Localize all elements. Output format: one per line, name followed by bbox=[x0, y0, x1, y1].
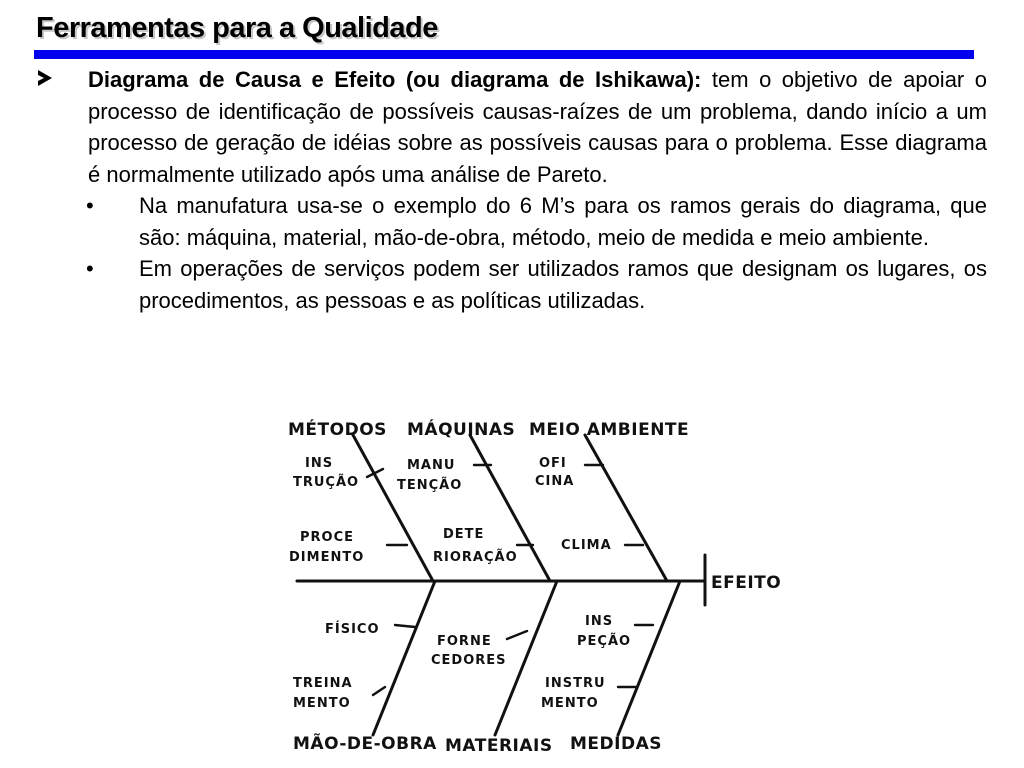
category-metodos: MÉTODOS bbox=[288, 420, 387, 440]
cause-manutencao-line1: MANU bbox=[407, 458, 456, 473]
cause-procedimento-line2: DIMENTO bbox=[289, 550, 365, 565]
branch-medidas bbox=[618, 581, 680, 735]
main-paragraph bbox=[88, 64, 987, 190]
main-heading: Diagrama de Causa e Efeito (ou diagrama de Ishikawa): bbox=[88, 67, 702, 92]
cause-manutencao-line2: TENÇÃO bbox=[397, 478, 463, 493]
sub-bullet-item bbox=[0, 253, 1024, 316]
title-underline bbox=[34, 50, 974, 59]
cause-fornecedores-line1: FORNE bbox=[437, 634, 492, 649]
branch-mao-de-obra bbox=[373, 581, 435, 735]
category-maquinas: MÁQUINAS bbox=[407, 420, 516, 440]
sub-branch-treinamento bbox=[373, 687, 385, 695]
sub-branch-fornecedores bbox=[507, 631, 527, 639]
sub-bullet-text: Em operações de serviços podem ser utilizados ramos que designam os lugares, os procedimentos, as pessoas e as políticas utilizadas. bbox=[139, 256, 987, 313]
branch-meio-ambiente bbox=[585, 435, 667, 581]
cause-inspecao-line2: PEÇÃO bbox=[577, 634, 632, 649]
cause-procedimento-line1: PROCE bbox=[300, 530, 355, 545]
cause-fisico: FÍSICO bbox=[325, 622, 380, 637]
cause-clima: CLIMA bbox=[561, 538, 612, 553]
cause-instrucao-line1: INS bbox=[305, 456, 334, 471]
category-meio-ambiente: MEIO AMBIENTE bbox=[529, 420, 690, 440]
effect-label: EFEITO bbox=[711, 573, 782, 593]
cause-instrucao-line2: TRUÇÃO bbox=[293, 475, 360, 490]
arrow-bullet-icon bbox=[38, 70, 52, 86]
cause-instrumento-line2: MENTO bbox=[541, 696, 599, 711]
ishikawa-diagram bbox=[285, 405, 785, 765]
main-bullet-item bbox=[0, 64, 1024, 190]
cause-deterioracao-line1: DETE bbox=[443, 527, 485, 542]
cause-inspecao-line1: INS bbox=[585, 614, 614, 629]
cause-treinamento-line2: MENTO bbox=[293, 696, 351, 711]
category-medidas: MEDIDAS bbox=[570, 734, 662, 754]
dot-bullet-icon: • bbox=[86, 256, 94, 281]
sub-bullet-text: Na manufatura usa-se o exemplo do 6 M’s para os ramos gerais do diagrama, que são: máquina, material, mão-de-obra, método, meio de medida e meio ambiente. bbox=[139, 193, 987, 250]
cause-oficina-line2: CINA bbox=[535, 474, 575, 489]
cause-instrumento-line1: INSTRU bbox=[545, 676, 606, 691]
category-materiais: MATERIAIS bbox=[445, 736, 553, 756]
slide-content bbox=[0, 64, 1024, 316]
cause-treinamento-line1: TREINA bbox=[293, 676, 353, 691]
cause-oficina-line1: OFI bbox=[539, 456, 567, 471]
dot-bullet-icon: • bbox=[86, 193, 94, 218]
ishikawa-svg bbox=[285, 405, 785, 765]
cause-fornecedores-line2: CEDORES bbox=[431, 653, 507, 668]
cause-deterioracao-line2: RIORAÇÃO bbox=[433, 550, 518, 565]
main-text: tem o objetivo de apoiar o processo de identificação de possíveis causas-raízes de um problema, dando início a um processo de geração de idéias sobre as possíveis causas para o problema. Esse diagrama é normalmente utilizado após uma análise de Pareto. bbox=[88, 67, 987, 187]
sub-bullet-item bbox=[0, 190, 1024, 253]
page-title: Ferramentas para a Qualidade bbox=[36, 12, 438, 44]
category-mao-de-obra: MÃO-DE-OBRA bbox=[293, 734, 437, 754]
sub-branch-fisico bbox=[395, 625, 415, 627]
branch-metodos bbox=[353, 435, 433, 581]
